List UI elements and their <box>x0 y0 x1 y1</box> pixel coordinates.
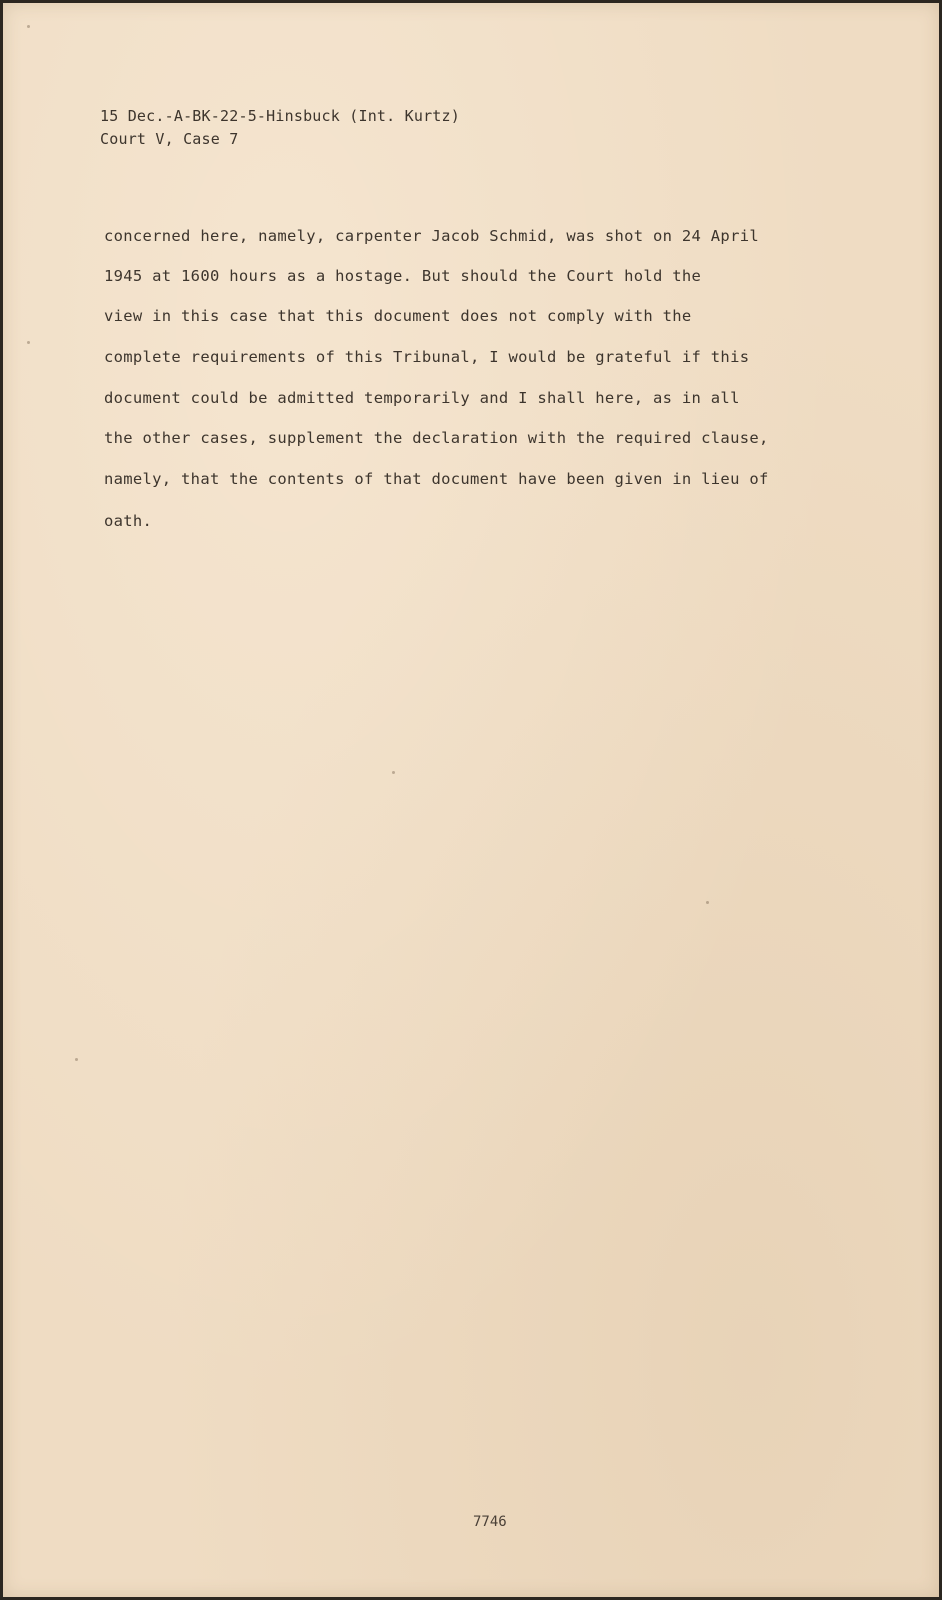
body-line: oath. <box>104 512 153 530</box>
header-reference-line: 15 Dec.-A-BK-22-5-Hinsbuck (Int. Kurtz) <box>100 107 460 125</box>
body-line: 1945 at 1600 hours as a hostage. But should the Court hold the <box>104 267 702 285</box>
header-court-line: Court V, Case 7 <box>100 130 239 148</box>
body-line: the other cases, supplement the declaration with the required clause, <box>104 429 769 447</box>
paper-speck <box>27 25 30 28</box>
body-line: complete requirements of this Tribunal, I would be grateful if this <box>104 348 750 366</box>
paper-speck <box>392 771 395 774</box>
document-page <box>3 3 939 1597</box>
body-line: concerned here, namely, carpenter Jacob Schmid, was shot on 24 April <box>104 227 759 245</box>
paper-speck <box>706 901 709 904</box>
body-line: view in this case that this document does not comply with the <box>104 307 692 325</box>
body-line: document could be admitted temporarily and I shall here, as in all <box>104 389 740 407</box>
body-line: namely, that the contents of that document have been given in lieu of <box>104 470 769 488</box>
page-number: 7746 <box>473 1514 507 1530</box>
paper-speck <box>27 341 30 344</box>
paper-speck <box>75 1058 78 1061</box>
